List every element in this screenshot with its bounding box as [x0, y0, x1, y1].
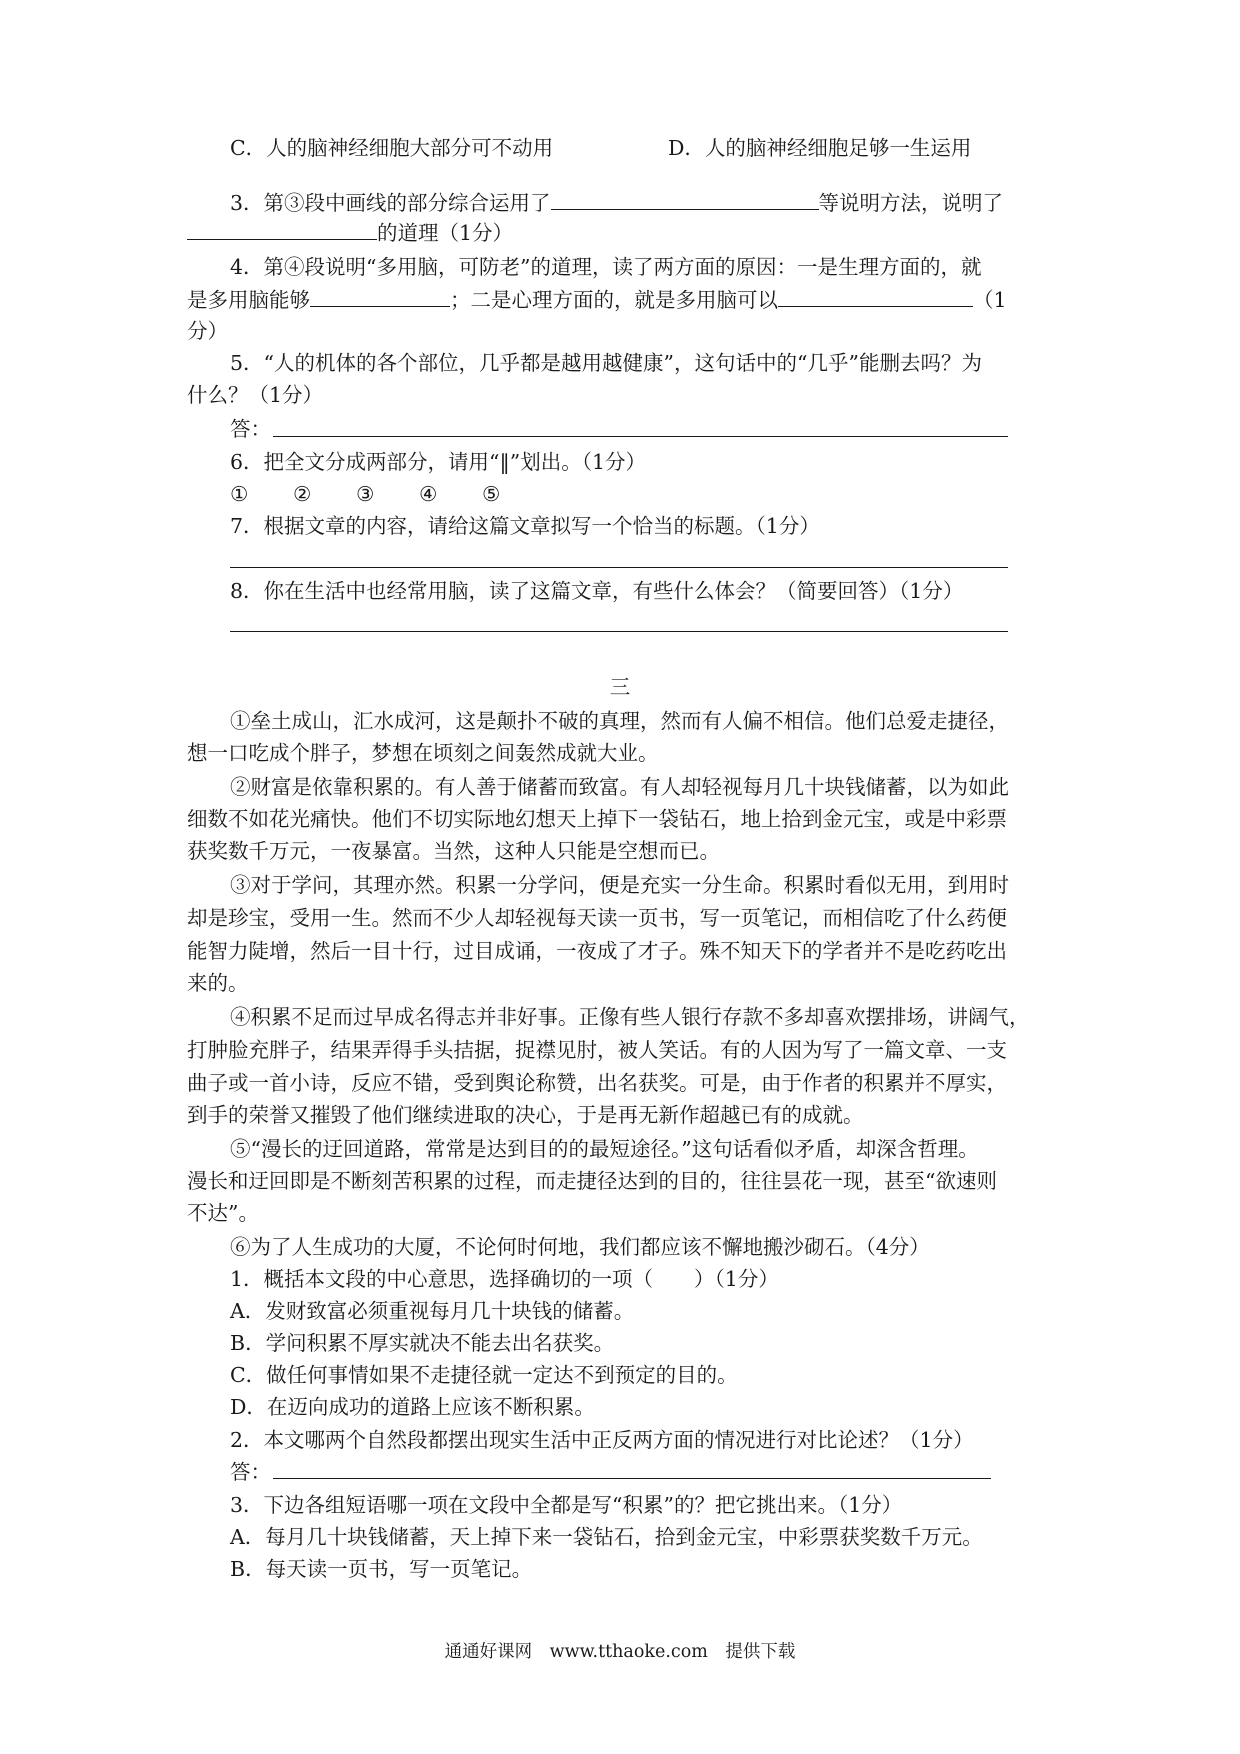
- q7-question: 7．根据文章的内容，请给这篇文章拟写一个恰当的标题。（1分）: [230, 514, 820, 538]
- s3-q3-option-a[interactable]: A．每月几十块钱储蓄，天上掉下来一袋钻石，拾到金元宝，中彩票获奖数千万元。: [230, 1525, 983, 1549]
- s3-q2-answer-label: 答：: [230, 1460, 271, 1484]
- q5-answer-label: 答：: [230, 417, 271, 441]
- q8-question: 8．你在生活中也经常用脑，读了这篇文章，有些什么体会？（简要回答）（1分）: [230, 579, 964, 603]
- q7-answer-line[interactable]: [230, 567, 1008, 568]
- q8-answer-line[interactable]: [230, 631, 1008, 632]
- passage-p5-line2: 漫长和迂回即是不断刻苦积累的过程，而走捷径达到的目的，往往昙花一现，甚至“欲速则: [187, 1169, 997, 1193]
- s3-q1-option-c[interactable]: C．做任何事情如果不走捷径就一定达不到预定的目的。: [230, 1363, 738, 1387]
- q2-option-d: D．人的脑神经细胞足够一生运用: [668, 136, 972, 160]
- passage-p6: ⑥为了人生成功的大厦，不论何时何地，我们都应该不懈地搬沙砌石。（4分）: [230, 1235, 930, 1259]
- paragraph-marker-1[interactable]: ①: [230, 482, 249, 506]
- q3-text-a: 3．第③段中画线的部分综合运用了: [230, 191, 551, 215]
- footer-credit: 通通好课网 www.tthaoke.com 提供下载: [444, 1642, 796, 1662]
- passage-p4-line2: 打肿脸充胖子，结果弄得手头拮据，捉襟见肘，被人笑话。有的人因为写了一篇文章、一支: [187, 1038, 1007, 1062]
- q3-blank-2[interactable]: [187, 217, 377, 240]
- s3-q1-option-d[interactable]: D．在迈向成功的道路上应该不断积累。: [230, 1395, 595, 1419]
- q3-text-b: 等说明方法，说明了: [818, 191, 1004, 215]
- q4-line3: 分）: [187, 319, 228, 343]
- passage-p3-line2: 却是珍宝，受用一生。然而不少人却轻视每天读一页书，写一页笔记，而相信吃了什么药便: [187, 906, 1007, 930]
- q3-line2: [187, 217, 513, 248]
- q4-blank-2[interactable]: [778, 284, 973, 307]
- q5-answer-line[interactable]: [273, 436, 1008, 437]
- passage-p2-line2: 细数不如花光痛快。他们不切实际地幻想天上掉下一袋钻石，地上拾到金元宝，或是中彩票: [187, 807, 1007, 831]
- passage-p3-line3: 能智力陡增，然后一目十行，过目成诵，一夜成了才子。殊不知天下的学者并不是吃药吃出: [187, 939, 1007, 963]
- q5-line1: 5．“人的机体的各个部位，几乎都是越用越健康”，这句话中的“几乎”能删去吗？为: [230, 351, 982, 375]
- passage-p1-line2: 想一口吃成个胖子，梦想在顷刻之间轰然成就大业。: [187, 741, 659, 765]
- q6-markers: [230, 479, 545, 509]
- passage-p1-line1: ①垒土成山，汇水成河，这是颠扑不破的真理，然而有人偏不相信。他们总爱走捷径，: [230, 709, 1009, 733]
- s3-q2-answer-line[interactable]: [273, 1478, 991, 1479]
- q4-text-b: 是多用脑能够: [187, 288, 310, 312]
- paragraph-marker-2[interactable]: ②: [293, 482, 312, 506]
- passage-p2-line1: ②财富是依靠积累的。有人善于储蓄而致富。有人却轻视每月几十块钱储蓄，以为如此: [230, 775, 1009, 799]
- s3-q1-question: 1．概括本文段的中心意思，选择确切的一项（ ）（1分）: [230, 1267, 779, 1291]
- passage-p3-line4: 来的。: [187, 971, 249, 995]
- q4-text-d: （1: [973, 288, 1007, 312]
- q2-option-c: C．人的脑神经细胞大部分可不动用: [230, 136, 554, 160]
- passage-p4-line4: 到手的荣誉又摧毁了他们继续进取的决心，于是再无新作超越已有的成就。: [187, 1103, 864, 1127]
- paragraph-marker-4[interactable]: ④: [419, 482, 438, 506]
- q4-line2: [187, 284, 1007, 315]
- q4-blank-1[interactable]: [310, 284, 450, 307]
- s3-q1-option-a[interactable]: A．发财致富必须重视每月几十块钱的储蓄。: [230, 1299, 635, 1323]
- passage-p5-line1: ⑤“漫长的迂回道路，常常是达到目的的最短途径。”这句话看似矛盾，却深含哲理。: [230, 1137, 979, 1161]
- passage-p5-line3: 不达”。: [187, 1201, 259, 1225]
- q4-text-c: ；二是心理方面的，就是多用脑可以: [450, 288, 778, 312]
- s3-q2-question: 2．本文哪两个自然段都摆出现实生活中正反两方面的情况进行对比论述？（1分）: [230, 1428, 974, 1452]
- q5-line2: 什么？（1分）: [187, 383, 324, 407]
- q3-blank-1[interactable]: [551, 187, 819, 210]
- passage-p4-line1: ④积累不足而过早成名得志并非好事。正像有些人银行存款不多却喜欢摆排场，讲阔气，: [230, 1005, 1030, 1029]
- passage-p2-line3: 获奖数千万元，一夜暴富。当然，这种人只能是空想而已。: [187, 839, 720, 863]
- paragraph-marker-3[interactable]: ③: [356, 482, 375, 506]
- q4-line1: 4．第④段说明“多用脑，可防老”的道理，读了两方面的原因：一是生理方面的，就: [230, 255, 982, 279]
- q3-text-c: 的道理（1分）: [377, 221, 514, 245]
- section-heading: 三: [609, 675, 631, 699]
- paragraph-marker-5[interactable]: ⑤: [482, 482, 501, 506]
- q3-line1: [230, 187, 1003, 218]
- s3-q1-option-b[interactable]: B．学问积累不厚实就决不能去出名获奖。: [230, 1331, 615, 1355]
- passage-p3-line1: ③对于学问，其理亦然。积累一分学问，便是充实一分生命。积累时看似无用，到用时: [230, 873, 1009, 897]
- q6-question: 6．把全文分成两部分，请用“‖”划出。（1分）: [230, 450, 647, 474]
- s3-q3-option-b[interactable]: B．每天读一页书，写一页笔记。: [230, 1557, 533, 1581]
- s3-q3-question: 3．下边各组短语哪一项在文段中全都是写“积累”的？把它挑出来。（1分）: [230, 1493, 903, 1517]
- passage-p4-line3: 曲子或一首小诗，反应不错，受到舆论称赞，出名获奖。可是，由于作者的积累并不厚实，: [187, 1071, 1007, 1095]
